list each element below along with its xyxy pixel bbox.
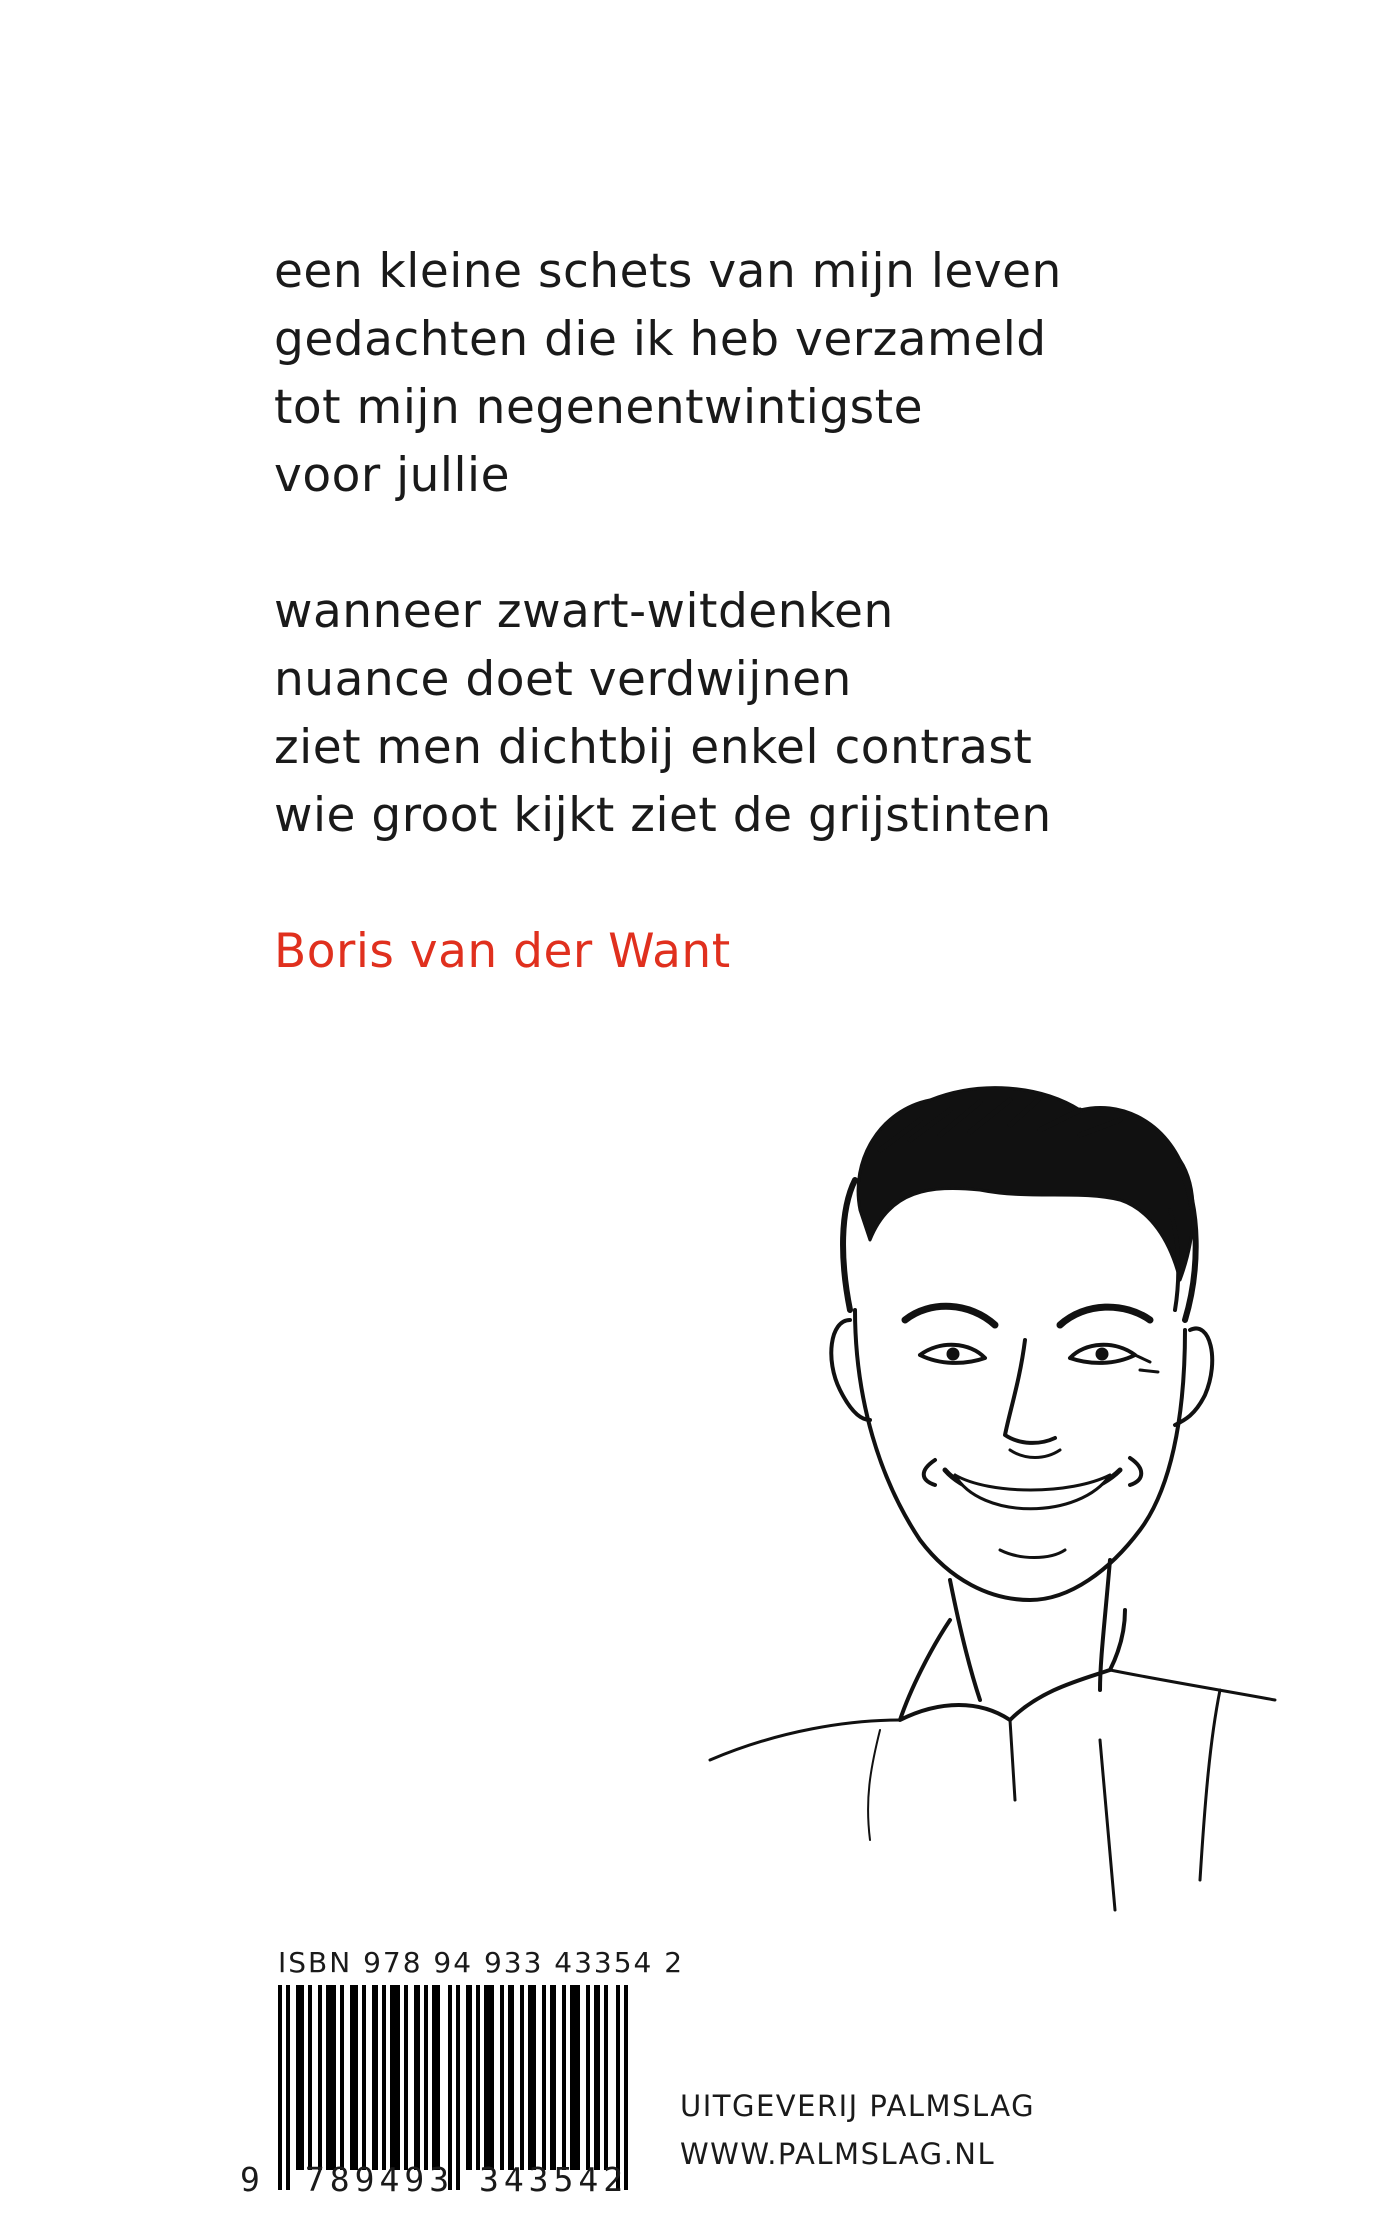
publisher-website: WWW.PALMSLAG.NL (680, 2137, 996, 2171)
poem-line: wie groot kijkt ziet de grijstinten (274, 788, 1052, 843)
poem-line: nuance doet verdwijnen (274, 652, 852, 707)
publisher-block (680, 2082, 1035, 2178)
poem-line: een kleine schets van mijn leven (274, 244, 1062, 299)
poem-line: wanneer zwart-witdenken (274, 584, 894, 639)
author-name: Boris van der Want (274, 924, 731, 979)
barcode-first-digit: 9 (240, 2160, 265, 2199)
barcode-digit-groups: 789493 343542 (304, 2160, 629, 2199)
isbn-label: ISBN 978 94 933 43354 2 (278, 1946, 685, 1979)
portrait-sketch (680, 1040, 1280, 1920)
poem-stanza-1 (274, 238, 1062, 510)
poem-line: gedachten die ik heb verzameld (274, 312, 1047, 367)
poem-stanza-2 (274, 578, 1052, 850)
poem-line: ziet men dichtbij enkel contrast (274, 720, 1033, 775)
poem-line: tot mijn negenentwintigste (274, 380, 923, 435)
barcode-digits (240, 2160, 628, 2199)
publisher-name: UITGEVERIJ PALMSLAG (680, 2089, 1036, 2123)
poem-line: voor jullie (274, 448, 511, 503)
